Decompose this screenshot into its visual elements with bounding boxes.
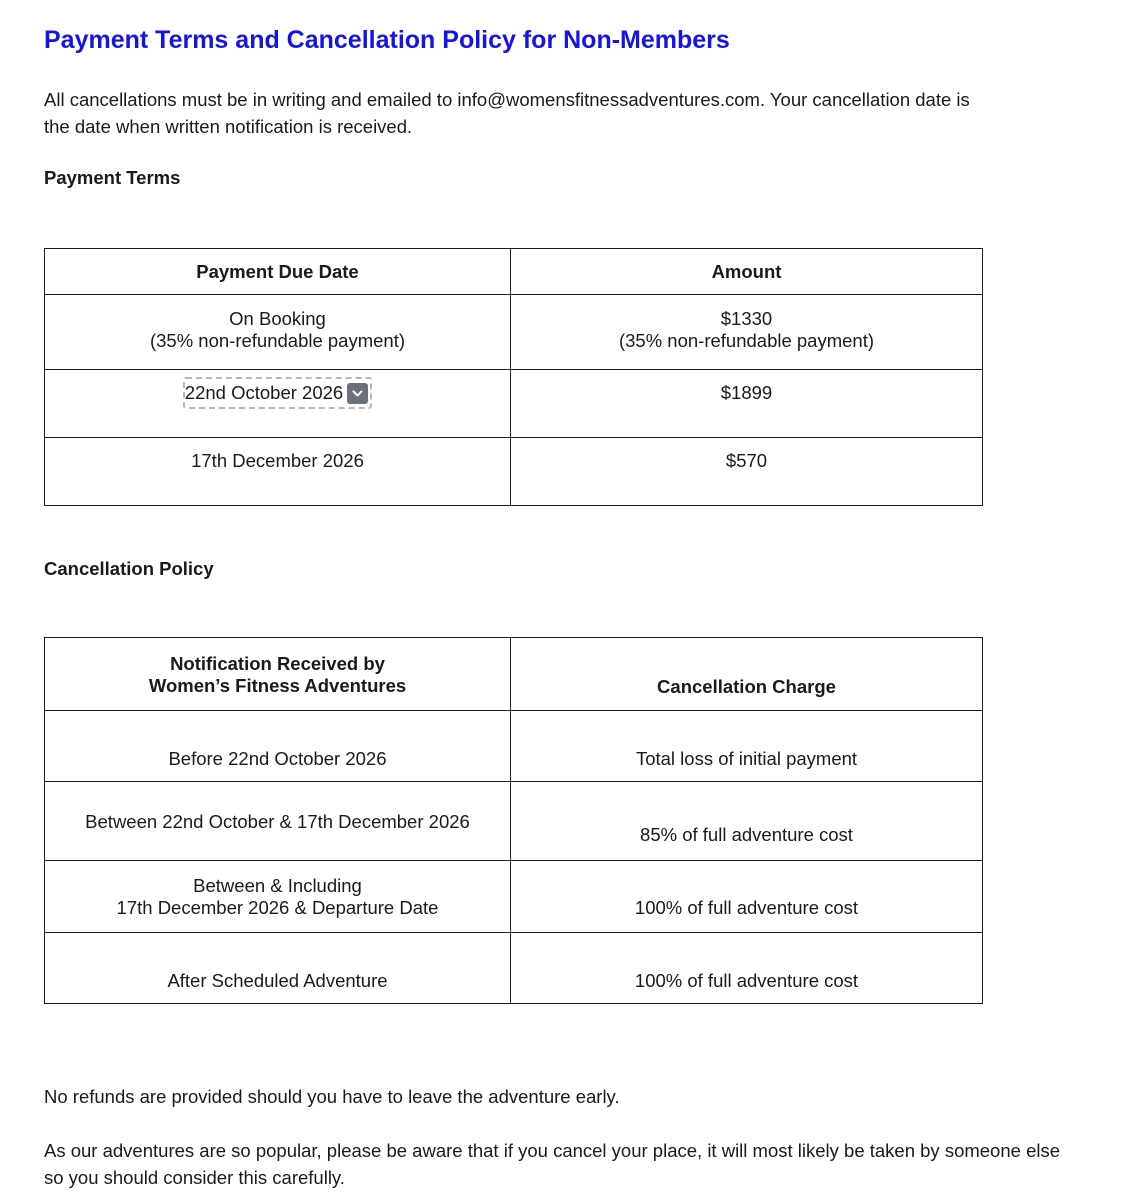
- notification-line2: 17th December 2026 & Departure Date: [116, 897, 439, 918]
- due-date-note: (35% non-refundable payment): [149, 330, 406, 351]
- notification-line1: Between & Including: [193, 875, 362, 896]
- amount-cell: [511, 295, 983, 370]
- no-refunds-note: No refunds are provided should you have to leave the adventure early.: [44, 1086, 620, 1107]
- cancellation-policy-table: [44, 637, 983, 1004]
- chevron-down-icon[interactable]: [347, 383, 368, 404]
- notification-cell: After Scheduled Adventure: [45, 933, 511, 1004]
- charge-cell: 100% of full adventure cost: [511, 933, 983, 1004]
- table-row: [45, 861, 983, 933]
- header-notification-line1: Notification Received by: [170, 653, 385, 674]
- table-header-row: [45, 638, 983, 711]
- amount-text: $1899: [720, 382, 773, 403]
- charge-cell: 100% of full adventure cost: [511, 861, 983, 933]
- notification-cell: Between 22nd October & 17th December 2026: [45, 782, 511, 861]
- due-date-cell: [45, 370, 511, 438]
- due-date-text: 17th December 2026: [191, 450, 364, 471]
- amount-text: $570: [725, 450, 768, 471]
- amount-note: (35% non-refundable payment): [618, 330, 875, 351]
- notification-cell: Before 22nd October 2026: [45, 711, 511, 782]
- cancellation-policy-heading: Cancellation Policy: [44, 558, 214, 579]
- page-title: Payment Terms and Cancellation Policy for Non-Members: [44, 26, 730, 54]
- table-header-row: [45, 249, 983, 295]
- header-amount: Amount: [511, 249, 983, 295]
- intro-paragraph: All cancellations must be in writing and emailed to info@womensfitnessadventures.com. Your cancellation date is the date when written notification is received.: [44, 89, 970, 137]
- header-cancellation-charge: Cancellation Charge: [511, 638, 983, 711]
- header-payment-due-date: Payment Due Date: [45, 249, 511, 295]
- amount-cell: [511, 438, 983, 506]
- payment-terms-table: [44, 248, 983, 506]
- charge-cell: Total loss of initial payment: [511, 711, 983, 782]
- notification-cell: [45, 861, 511, 933]
- table-row: [45, 438, 983, 506]
- due-date-cell: [45, 295, 511, 370]
- table-row: [45, 782, 983, 861]
- amount-text: $1330: [720, 308, 773, 329]
- due-date-text: On Booking: [229, 308, 326, 329]
- popularity-note: As our adventures are so popular, please be aware that if you cancel your place, it will most likely be taken by someone else so you should consider this carefully.: [44, 1140, 1061, 1188]
- due-date-cell: [45, 438, 511, 506]
- due-date-dropdown-value: 22nd October 2026: [184, 382, 344, 403]
- due-date-dropdown[interactable]: [183, 377, 372, 409]
- table-row: [45, 295, 983, 370]
- header-notification-received: [45, 638, 511, 711]
- table-row: [45, 933, 983, 1004]
- charge-cell: 85% of full adventure cost: [511, 782, 983, 861]
- table-row: [45, 711, 983, 782]
- amount-cell: [511, 370, 983, 438]
- header-notification-line2: Women’s Fitness Adventures: [148, 675, 407, 696]
- payment-terms-heading: Payment Terms: [44, 167, 181, 188]
- table-row: [45, 370, 983, 438]
